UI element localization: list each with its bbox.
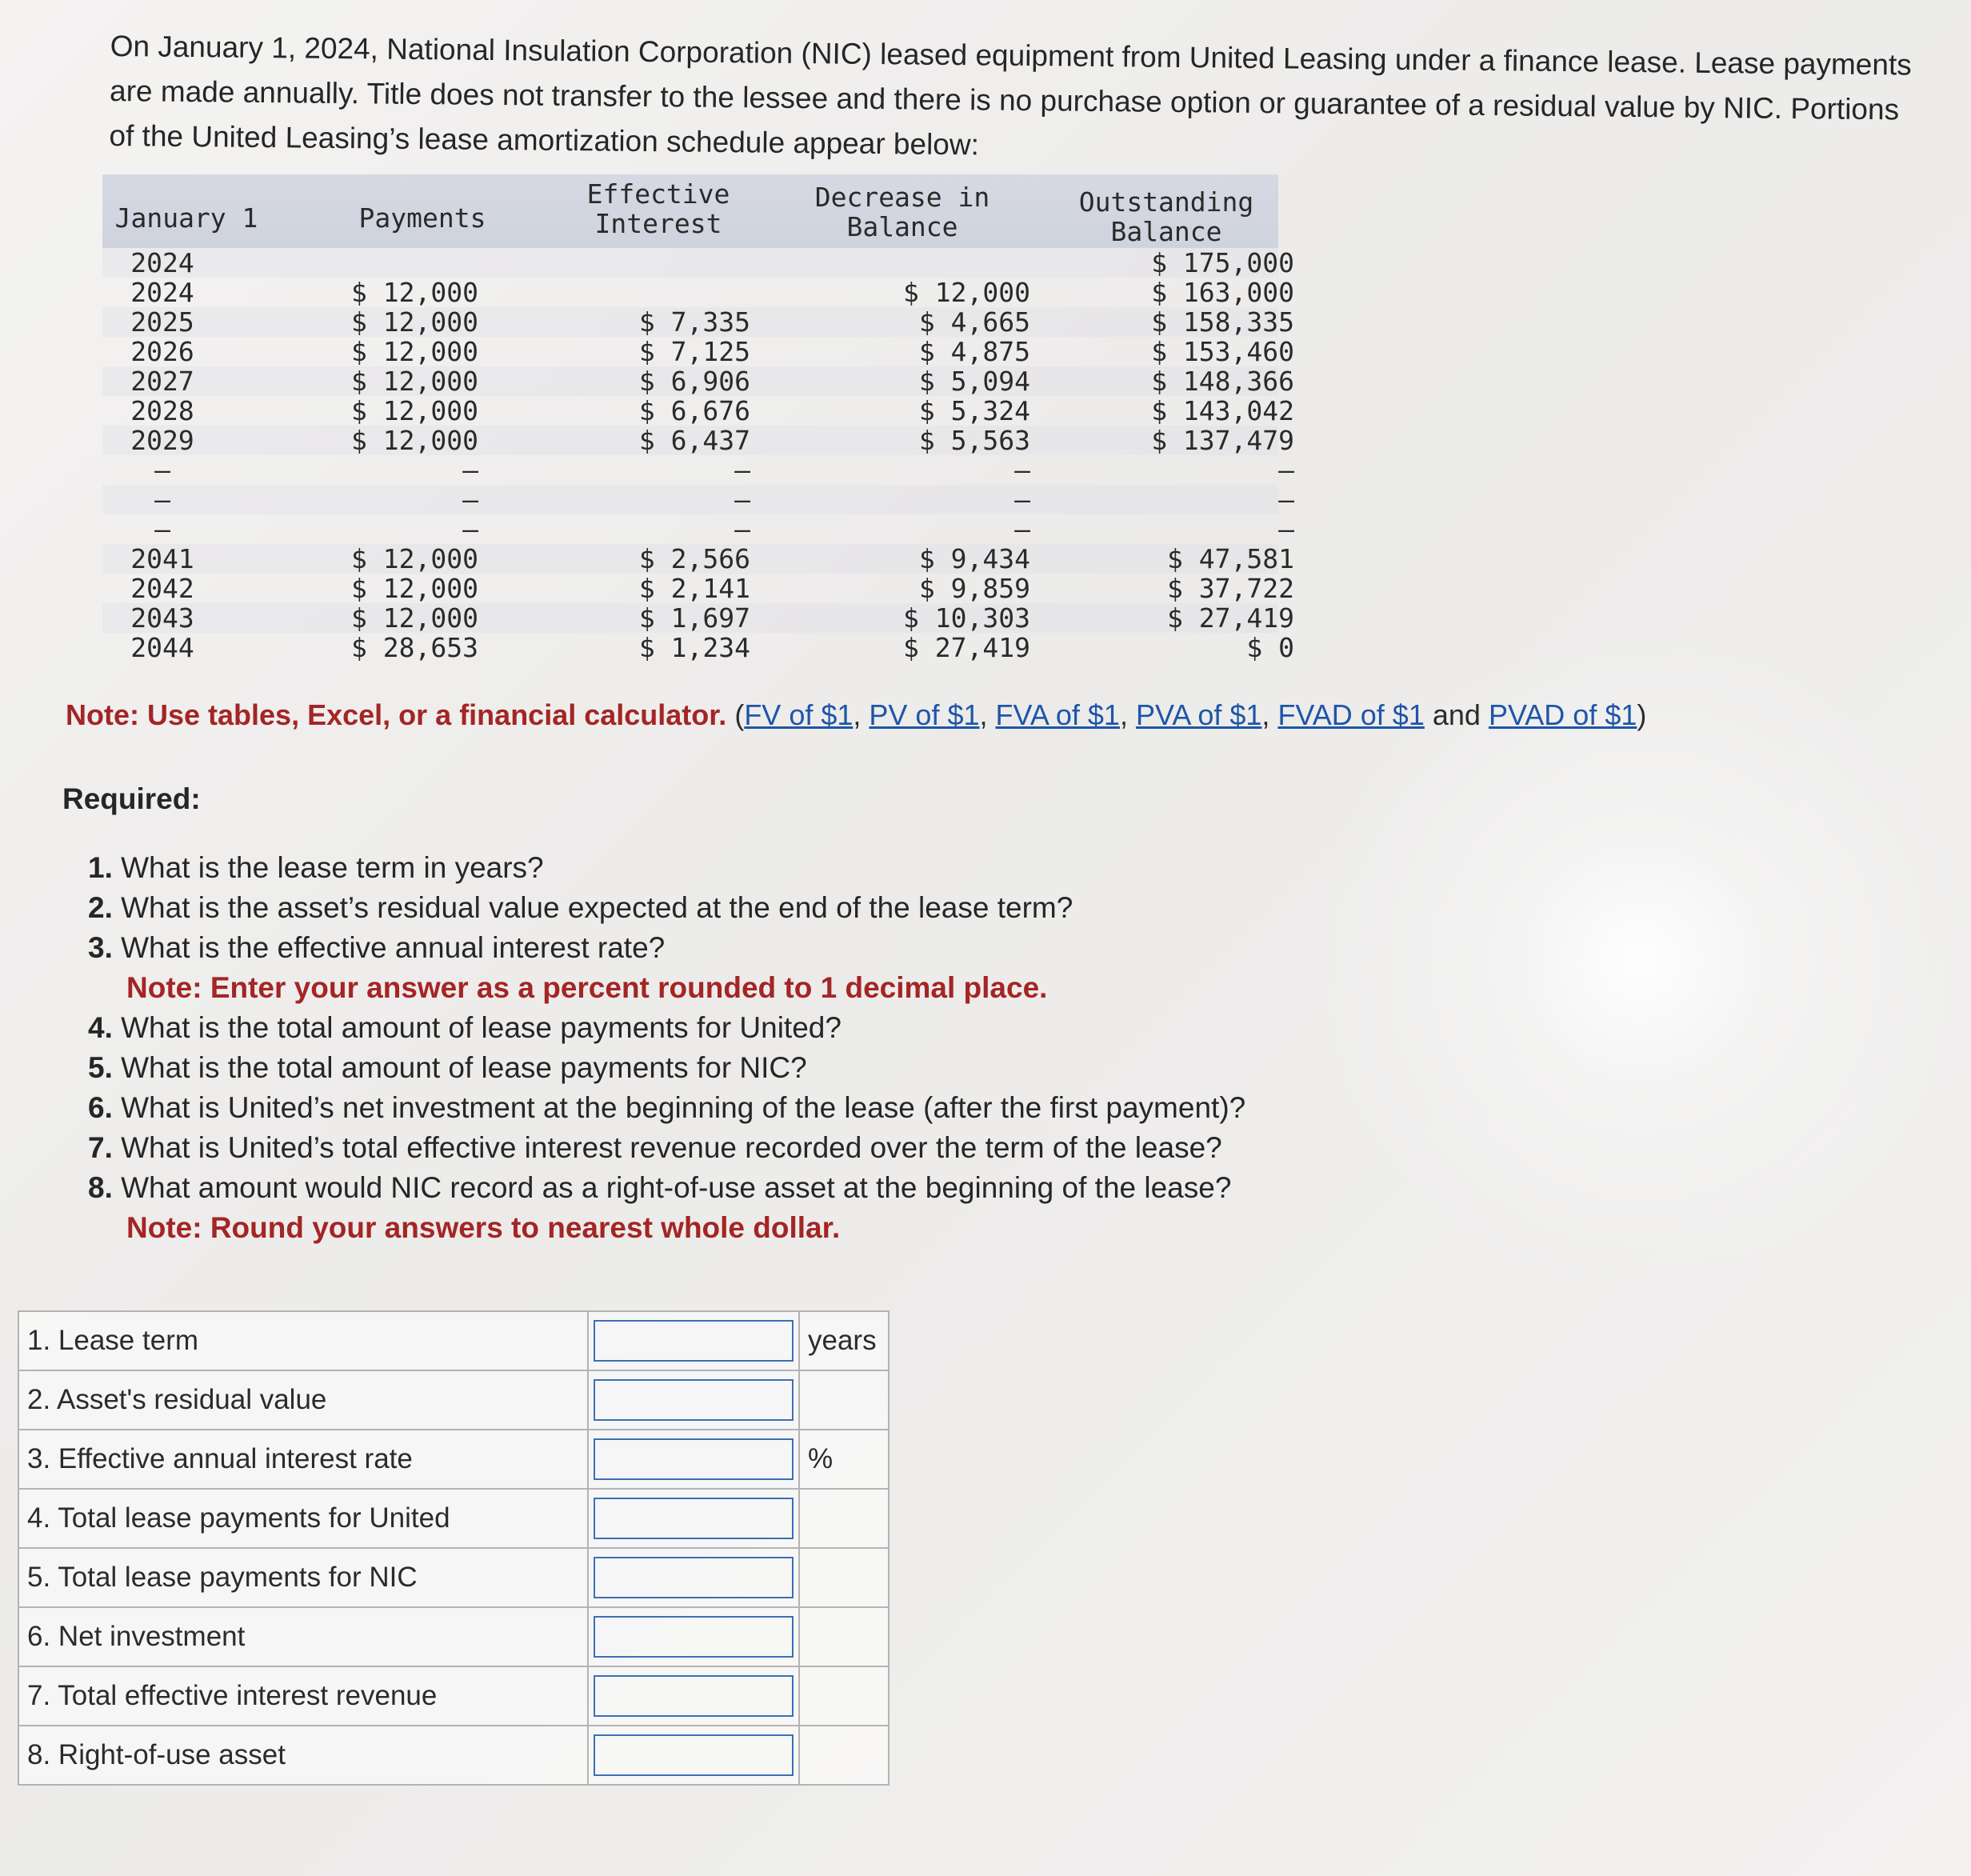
- pva-of-1-link[interactable]: PVA of $1: [1135, 698, 1262, 731]
- payments-nic-input[interactable]: [594, 1557, 794, 1598]
- table-row: 2029 $ 12,000 $ 6,437 $ 5,563 $ 137,479: [102, 426, 1278, 455]
- net-investment-input[interactable]: [594, 1616, 794, 1658]
- payments-united-input[interactable]: [594, 1498, 794, 1539]
- required-heading: Required:: [62, 782, 201, 815]
- table-row: 2041 $ 12,000 $ 2,566 $ 9,434 $ 47,581: [102, 544, 1278, 574]
- list-item: 2. What is the asset’s residual value expected at the end of the lease term?: [88, 891, 1073, 924]
- pvad-of-1-link[interactable]: PVAD of $1: [1488, 698, 1637, 731]
- table-row: 2044 $ 28,653 $ 1,234 $ 27,419 $ 0: [130, 632, 1294, 663]
- question-list: [88, 848, 1448, 1248]
- residual-value-input[interactable]: [594, 1379, 794, 1421]
- answer-unit: [799, 1607, 889, 1666]
- fva-of-1-link[interactable]: FVA of $1: [995, 698, 1120, 731]
- table-row: 2025 $ 12,000 $ 7,335 $ 4,665 $ 158,335: [102, 307, 1278, 337]
- answer-label: 6. Net investment: [18, 1607, 588, 1666]
- answer-row: [18, 1430, 889, 1489]
- answer-label: 5. Total lease payments for NIC: [18, 1548, 588, 1607]
- list-item: 4. What is the total amount of lease payments for United?: [88, 1011, 842, 1044]
- lease-term-input[interactable]: [594, 1320, 794, 1362]
- header-effective-interest: Effective Interest: [586, 178, 730, 239]
- schedule-header: [102, 174, 1278, 248]
- fv-of-1-link[interactable]: FV of $1: [744, 698, 854, 731]
- interest-rate-input[interactable]: [594, 1438, 794, 1480]
- table-row: 2024 $ 175,000: [102, 248, 1278, 278]
- answer-unit: [799, 1666, 889, 1726]
- answer-row: [18, 1548, 889, 1607]
- schedule-body: [102, 247, 1294, 663]
- answer-row: [18, 1489, 889, 1548]
- answer-label: 7. Total effective interest revenue: [18, 1666, 588, 1726]
- header-january-1: January 1: [114, 202, 258, 234]
- list-item: 6. What is United’s net investment at the beginning of the lease (after the first payment)?: [88, 1091, 1246, 1124]
- intro-text: On January 1, 2024, National Insulation Corporation (NIC) leased equipment from United Leasing under a finance lease. Lease payments are made annually. Title does not transfer to the lessee and there is no purchase option or guarantee of a residual value by NIC. Portions of the United Leasing’s lease amortization schedule appear below:: [109, 29, 1912, 162]
- header-payments: Payments: [358, 202, 486, 234]
- table-row: 2042 $ 12,000 $ 2,141 $ 9,859 $ 37,722: [130, 573, 1294, 604]
- answer-unit: [799, 1489, 889, 1548]
- answer-table: [18, 1310, 890, 1786]
- answer-label: 1. Lease term: [18, 1311, 588, 1370]
- list-item: 5. What is the total amount of lease payments for NIC?: [88, 1051, 807, 1084]
- table-row: 2027 $ 12,000 $ 6,906 $ 5,094 $ 148,366: [102, 366, 1278, 396]
- ellipsis-row: – – – – –: [154, 514, 1294, 545]
- interest-revenue-input[interactable]: [594, 1675, 794, 1717]
- header-outstanding-balance: Outstanding Balance: [1078, 186, 1254, 247]
- table-row: 2024 $ 12,000 $ 12,000 $ 163,000: [130, 277, 1294, 308]
- answer-label: 4. Total lease payments for United: [18, 1489, 588, 1548]
- amortization-schedule: [102, 174, 1294, 663]
- fvad-of-1-link[interactable]: FVAD of $1: [1277, 698, 1425, 731]
- answer-unit: [799, 1726, 889, 1785]
- header-decrease-in-balance: Decrease in Balance: [814, 182, 990, 242]
- calculator-note: Note: Use tables, Excel, or a financial calculator. (FV of $1, PV of $1, FVA of $1, PVA of $1, FVAD of $1 and PVAD of $1): [66, 698, 1647, 731]
- list-item: 3. What is the effective annual interest rate?: [88, 931, 666, 964]
- answer-unit: years: [799, 1311, 889, 1370]
- table-row: 2026 $ 12,000 $ 7,125 $ 4,875 $ 153,460: [130, 336, 1294, 367]
- answer-label: 3. Effective annual interest rate: [18, 1430, 588, 1489]
- answer-row: [18, 1666, 889, 1726]
- note-bold: Note: Use tables, Excel, or a financial calculator.: [66, 698, 727, 731]
- table-row: 2043 $ 12,000 $ 1,697 $ 10,303 $ 27,419: [102, 603, 1278, 633]
- pv-of-1-link[interactable]: PV of $1: [869, 698, 980, 731]
- list-item: 7. What is United’s total effective interest revenue recorded over the term of the lease?: [88, 1131, 1222, 1164]
- answer-unit: [799, 1370, 889, 1430]
- ellipsis-row: – – – – –: [154, 454, 1294, 486]
- rounding-note: Note: Round your answers to nearest whole dollar.: [126, 1211, 841, 1244]
- ellipsis-row: – – – – –: [102, 485, 1278, 514]
- problem-intro: [109, 24, 1926, 178]
- answer-row: [18, 1370, 889, 1430]
- answer-unit: [799, 1548, 889, 1607]
- answer-row: [18, 1311, 889, 1370]
- answer-row: [18, 1726, 889, 1785]
- percent-note: Note: Enter your answer as a percent rounded to 1 decimal place.: [126, 971, 1048, 1004]
- answer-unit: %: [799, 1430, 889, 1489]
- list-item: 1. What is the lease term in years?: [88, 851, 544, 884]
- answer-label: 2. Asset's residual value: [18, 1370, 588, 1430]
- list-item: 8. What amount would NIC record as a right-of-use asset at the beginning of the lease?: [88, 1171, 1232, 1204]
- right-of-use-asset-input[interactable]: [594, 1734, 794, 1776]
- table-row: 2028 $ 12,000 $ 6,676 $ 5,324 $ 143,042: [130, 395, 1294, 426]
- answer-row: [18, 1607, 889, 1666]
- answer-label: 8. Right-of-use asset: [18, 1726, 588, 1785]
